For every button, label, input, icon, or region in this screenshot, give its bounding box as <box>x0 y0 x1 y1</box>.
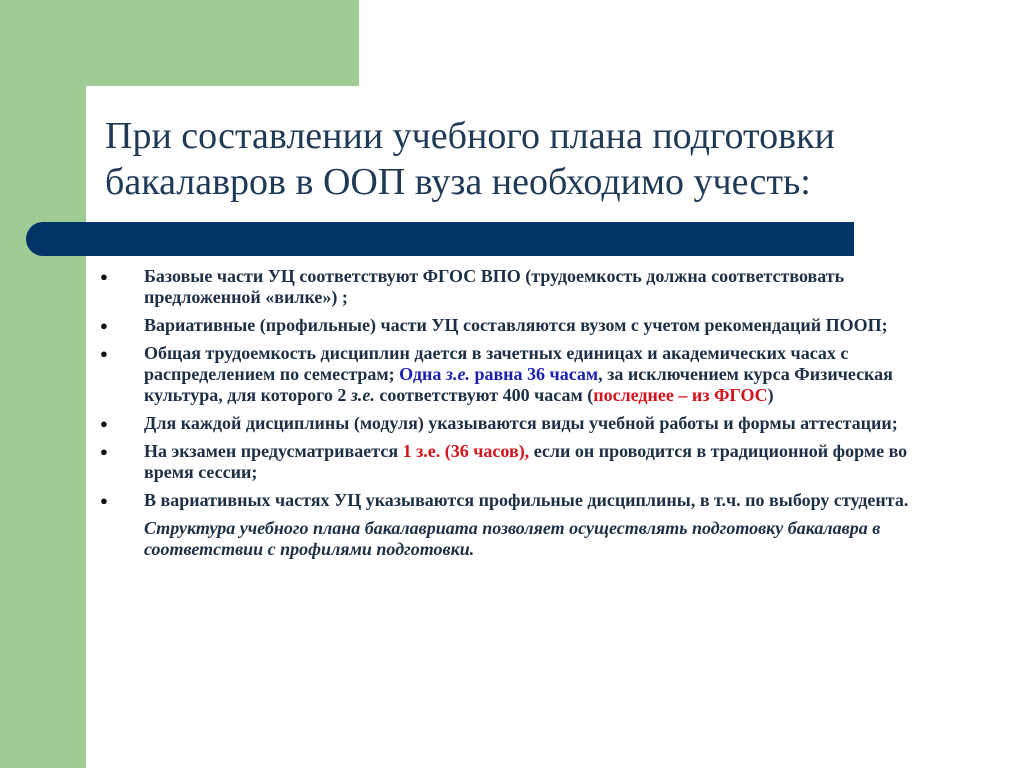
highlight-exam-credit: 1 з.е. (36 часов), <box>402 441 530 461</box>
bullet-list <box>100 266 915 560</box>
highlight-one: Одна <box>399 364 442 384</box>
title-line-1: При составлении учебного плана подготовки <box>105 115 835 157</box>
list-item <box>100 490 915 511</box>
highlight-fgos: последнее – из ФГОС <box>593 385 768 405</box>
bullet-icon: ● <box>100 444 108 459</box>
title-divider-bar <box>26 222 854 256</box>
list-item <box>100 413 915 434</box>
item-text: Вариативные (профильные) части УЦ составляются вузом с учетом рекомендаций ПООП; <box>144 315 888 335</box>
italic-note: Структура учебного плана бакалавриата позволяет осуществлять подготовку бакалавра в соответствии с профилями подготовки. <box>144 518 881 559</box>
bullet-icon: ● <box>100 346 108 361</box>
item-text: На экзамен предусматривается <box>144 441 399 461</box>
green-side-panel <box>0 0 86 768</box>
list-item <box>100 266 915 308</box>
bullet-icon: ● <box>100 318 108 333</box>
item-text: если он проводится в традиционной форме во время сессии; <box>144 441 908 482</box>
highlight-equals-36-hours: равна 36 часам <box>474 364 599 384</box>
item-text: Для каждой дисциплины (модуля) указываются виды учебной работы и формы аттестации; <box>144 413 898 433</box>
item-text: В вариативных частях УЦ указываются профильные дисциплины, в т.ч. по выбору студента. <box>144 490 909 510</box>
highlight-ze: з.е. <box>445 364 470 384</box>
bullet-icon: ● <box>100 493 108 508</box>
ze-abbrev: з.е. <box>350 385 375 405</box>
item-text: Общая трудоемкость дисциплин дается в зачетных единицах и академических часах с распределением по семестрам; <box>144 343 849 384</box>
list-item <box>100 315 915 336</box>
item-text: Базовые части УЦ соответствуют ФГОС ВПО (трудоемкость должна соответствовать предложенной «вилке») ; <box>144 266 845 307</box>
item-text: соответствуют 400 часам ( <box>379 385 594 405</box>
title-line-2: бакалавров в ООП вуза необходимо учесть: <box>105 161 811 203</box>
green-top-panel <box>0 0 359 86</box>
slide-title <box>105 113 985 205</box>
list-item <box>100 343 915 406</box>
bullet-icon: ● <box>100 416 108 431</box>
bullet-icon: ● <box>100 269 108 284</box>
item-text: ) <box>767 385 774 405</box>
list-item <box>100 441 915 483</box>
item-text: , за исключением курса Физическая культура, для которого 2 <box>144 364 893 405</box>
